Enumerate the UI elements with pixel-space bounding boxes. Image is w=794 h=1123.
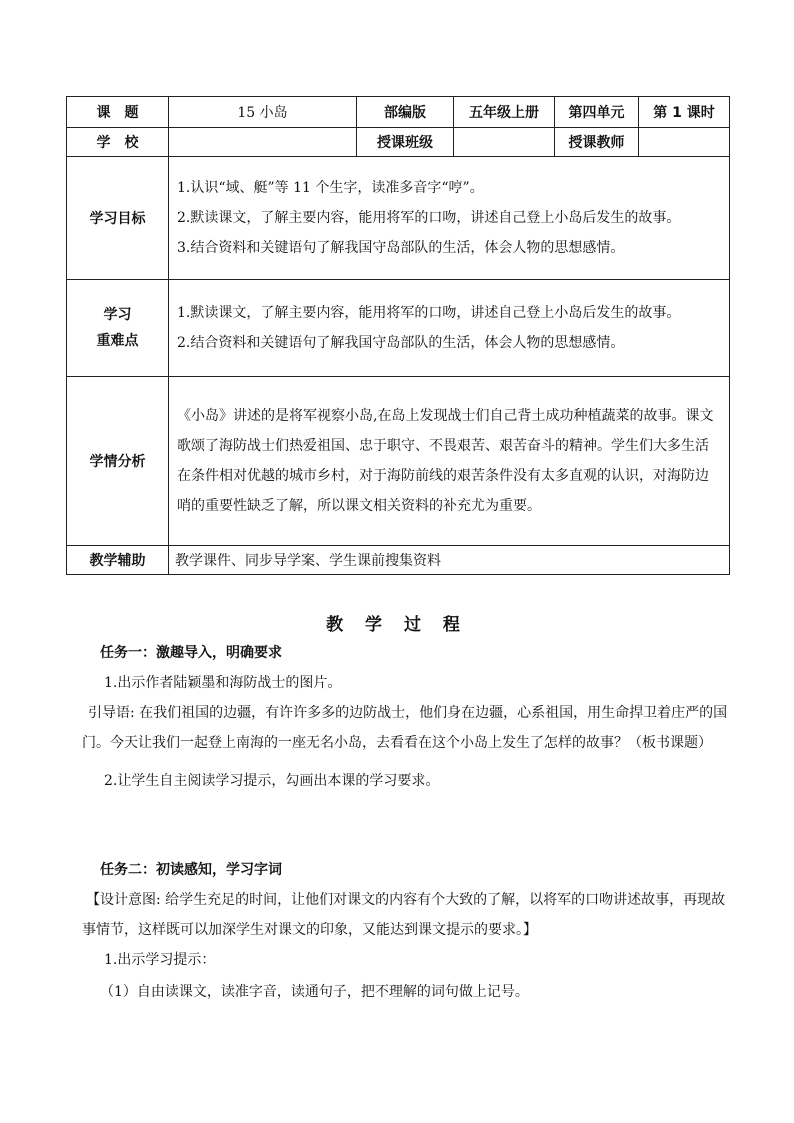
lesson-name: 15 小岛 — [169, 97, 357, 128]
edition: 部编版 — [357, 97, 454, 128]
key-points-label-line2: 重难点 — [96, 333, 139, 349]
table-row-title — [67, 97, 730, 128]
school-label: 学 校 — [67, 128, 169, 157]
lesson-label: 课 题 — [67, 97, 169, 128]
grade: 五年级上册 — [454, 97, 555, 128]
task2-section — [82, 855, 728, 1007]
key-points-label — [67, 280, 169, 377]
task1-heading: 任务一：激趣导入，明确要求 — [100, 645, 282, 661]
task1-guide: 引导语: 在我们祖国的边疆，有许许多多的边防战士，他们身在边疆，心系祖国，用生命捍卫着庄严的国门。今天让我们一起登上南海的一座无名小岛，去看看在这个小岛上发生了怎样的故事？（板书课题） — [82, 705, 728, 751]
class-value — [454, 128, 555, 157]
class-label: 授课班级 — [357, 128, 454, 157]
lesson-info-table — [66, 96, 730, 575]
aids-label: 教学辅助 — [67, 546, 169, 575]
task1-step2: 2.让学生自主阅读学习提示，勾画出本课的学习要求。 — [104, 773, 440, 789]
analysis-label: 学情分析 — [67, 377, 169, 546]
teacher-label: 授课教师 — [555, 128, 639, 157]
key-points-label-line1: 学习 — [103, 307, 132, 323]
school-value — [169, 128, 357, 157]
analysis-text: 《小岛》讲述的是将军视察小岛,在岛上发现战士们自己背土成功种植蔬菜的故事。课文歌颂了海防战士们热爱祖国、忠于职守、不畏艰苦、艰苦奋斗的精神。学生们大多生活在条件相对优越的城市乡村，对于海防前线的艰苦条件没有太多直观的认识，对海防边哨的重要性缺乏了解，所以课文相关资料的补充尤为重要。 — [169, 377, 730, 546]
key-point-item: 2.结合资料和关键语句了解我国守岛部队的生活，体会人物的思想感情。 — [177, 335, 625, 351]
unit: 第四单元 — [555, 97, 639, 128]
goal-item: 1.认识“域、艇”等 11 个生字，读准多音字“哼”。 — [177, 180, 484, 196]
process-title: 教 学 过 程 — [326, 615, 468, 635]
key-points-content — [169, 280, 730, 377]
aids-text: 教学课件、同步导学案、学生课前搜集资料 — [169, 546, 730, 575]
task1-section — [82, 638, 728, 796]
teacher-value — [639, 128, 730, 157]
table-row-analysis — [67, 377, 730, 546]
key-point-item: 1.默读课文，了解主要内容，能用将军的口吻，讲述自己登上小岛后发生的故事。 — [177, 305, 681, 321]
table-row-aids — [67, 546, 730, 575]
goal-item: 3.结合资料和关键语句了解我国守岛部队的生活，体会人物的思想感情。 — [177, 240, 625, 256]
table-row-goals — [67, 157, 730, 280]
task2-heading: 任务二：初读感知，学习字词 — [100, 862, 282, 878]
period: 第 1 课时 — [639, 97, 730, 128]
task1-step1: 1.出示作者陆颖墨和海防战士的图片。 — [104, 675, 342, 691]
task2-design-note: 【设计意图: 给学生充足的时间，让他们对课文的内容有个大致的了解，以将军的口吻讲述故事，再现故事情节，这样既可以加深学生对课文的印象，又能达到课文提示的要求。】 — [82, 892, 726, 938]
task2-step1: 1.出示学习提示： — [104, 952, 216, 968]
table-row-school — [67, 128, 730, 157]
table-row-key-points — [67, 280, 730, 377]
goals-label: 学习目标 — [67, 157, 169, 280]
task2-sub1: （1）自由读课文，读准字音，读通句子，把不理解的词句做上记号。 — [100, 984, 529, 1000]
goal-item: 2.默读课文，了解主要内容，能用将军的口吻，讲述自己登上小岛后发生的故事。 — [177, 210, 681, 226]
goals-content — [169, 157, 730, 280]
